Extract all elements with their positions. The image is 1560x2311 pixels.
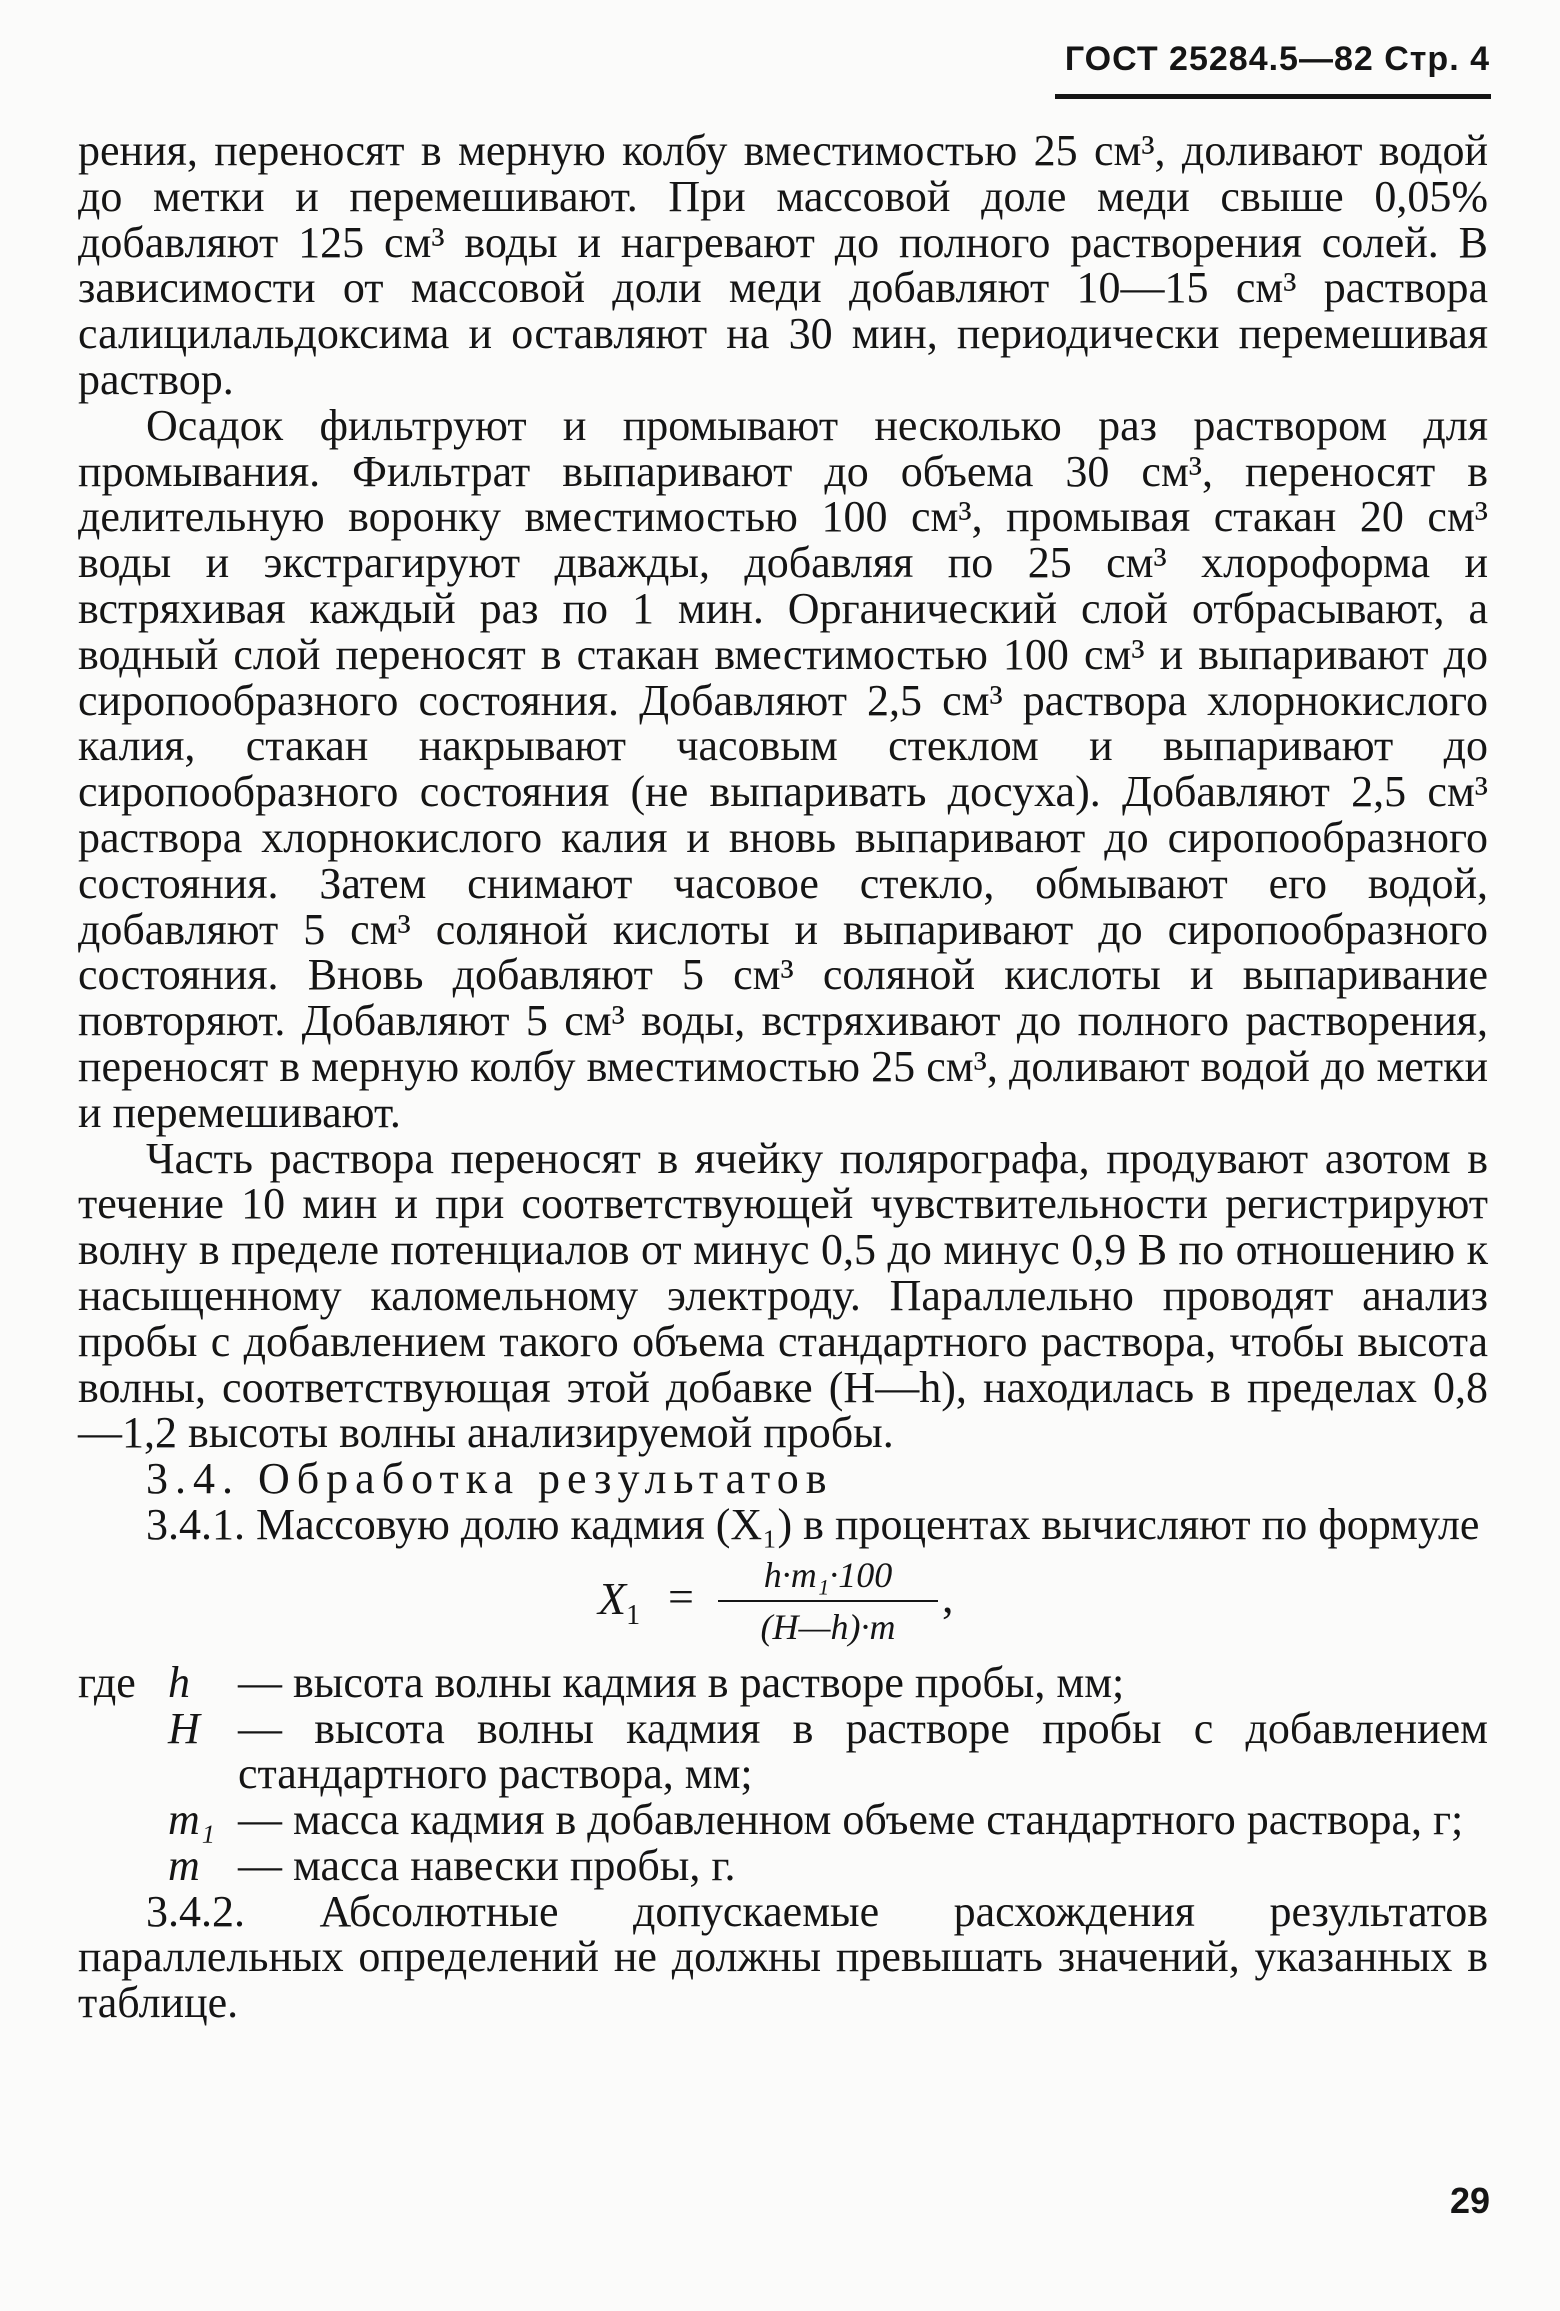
definition-text: — масса навески пробы, г.: [238, 1840, 736, 1890]
formula-lhs: $X_1$: [598, 1572, 641, 1631]
definition-text: — масса кадмия в добавленном объеме стандартного раствора, г;: [238, 1795, 1464, 1845]
definition-symbol: m: [168, 1840, 200, 1890]
definition-text: — высота волны кадмия в растворе пробы с добавлением стандартного раствора, мм;: [238, 1703, 1488, 1799]
section-heading: 3.4. Обработка результатов: [146, 1454, 834, 1504]
paragraph-continuation: рения, переносят в мерную колбу вместимостью 25 см³, доливают водой до метки и перемешивают. При массовой доле меди свыше 0,05% добавляют 125 см³ воды и нагревают до полного растворения солей. В зависимости от массовой доли меди добавляют 10—15 см³ раствора салицилальдоксима и оставляют на 30 мин, периодически перемешивая раствор.: [78, 126, 1488, 404]
paragraph-tolerances: 3.4.2. Абсолютные допускаемые расхождения результатов параллельных определений не должны превышать значений, указанных в таблице.: [78, 1886, 1488, 2028]
definition-lead: [78, 1843, 168, 1889]
definition-row: [78, 1703, 1488, 1799]
fraction-bar: [718, 1600, 938, 1602]
definition-text: — высота волны кадмия в растворе пробы, мм;: [238, 1657, 1125, 1707]
definition-symbol: m₁: [168, 1795, 216, 1845]
definition-lead: [78, 1797, 168, 1843]
definition-lead: [78, 1706, 168, 1798]
formula-denominator: (H—h)·m: [760, 1606, 896, 1647]
definition-symbol: H: [168, 1703, 200, 1753]
page-number: 29: [1449, 2180, 1490, 2221]
variable-definitions: [78, 1657, 1488, 1890]
running-header: ГОСТ 25284.5—82 Стр. 4: [1064, 40, 1490, 78]
paragraph-procedure: Осадок фильтруют и промывают несколько раз раствором для промывания. Фильтрат выпаривают до объема 30 см³, переносят в делительную воронку вместимостью 100 см³, промывая стакан 20 см³ воды и экстрагируют дважды, добавляя по 25 см³ хлороформа и встряхивая каждый раз по 1 мин. Органический слой отбрасывают, а водный слой переносят в стакан вместимостью 100 см³ и выпаривают до сиропообразного состояния. Добавляют 2,5 см³ раствора хлорнокислого калия, стакан накрывают часовым стеклом и выпаривают до сиропообразного состояния (не выпаривать досуха). Добавляют 2,5 см³ раствора хлорнокислого калия и вновь выпаривают до сиропообразного состояния. Затем снимают часовое стекло, обмывают его водой, добавляют 5 см³ соляной кислоты и выпаривают до сиропообразного состояния. Вновь добавляют 5 см³ соляной кислоты и выпаривание повторяют. Добавляют 5 см³ воды, встряхивают до полного растворения, переносят в мерную колбу вместимостью 25 см³, доливают водой до метки и перемешивают.: [78, 400, 1488, 1137]
body-text: [78, 128, 1488, 2026]
definition-symbol: h: [168, 1657, 190, 1707]
header-rule: [1055, 94, 1491, 99]
formula-equals: =: [668, 1570, 694, 1622]
formula: [78, 1554, 1488, 1652]
definition-row: [78, 1657, 1488, 1707]
formula-fraction: [718, 1554, 938, 1648]
formula-comma: ,: [942, 1570, 954, 1622]
paragraph-polarography: Часть раствора переносят в ячейку полярографа, продувают азотом в течение 10 мин и при соответствующей чувствительности регистрируют волну в пределе потенциалов от минус 0,5 до минус 0,9 В по отношению к насыщенному каломельному электроду. Параллельно проводят анализ пробы с добавлением такого объема стандартного раствора, чтобы высота волны, соответствующая этой добавке (H—h), находилась в пределах 0,8—1,2 высоты волны анализируемой пробы.: [78, 1133, 1488, 1458]
definition-lead: где: [78, 1657, 136, 1707]
definition-row: [78, 1797, 1488, 1843]
formula-numerator: h·m₁·100: [763, 1554, 893, 1595]
formula-intro: 3.4.1. Массовую долю кадмия (X₁) в процентах вычисляют по формуле: [146, 1499, 1480, 1549]
definition-row: [78, 1840, 1488, 1890]
